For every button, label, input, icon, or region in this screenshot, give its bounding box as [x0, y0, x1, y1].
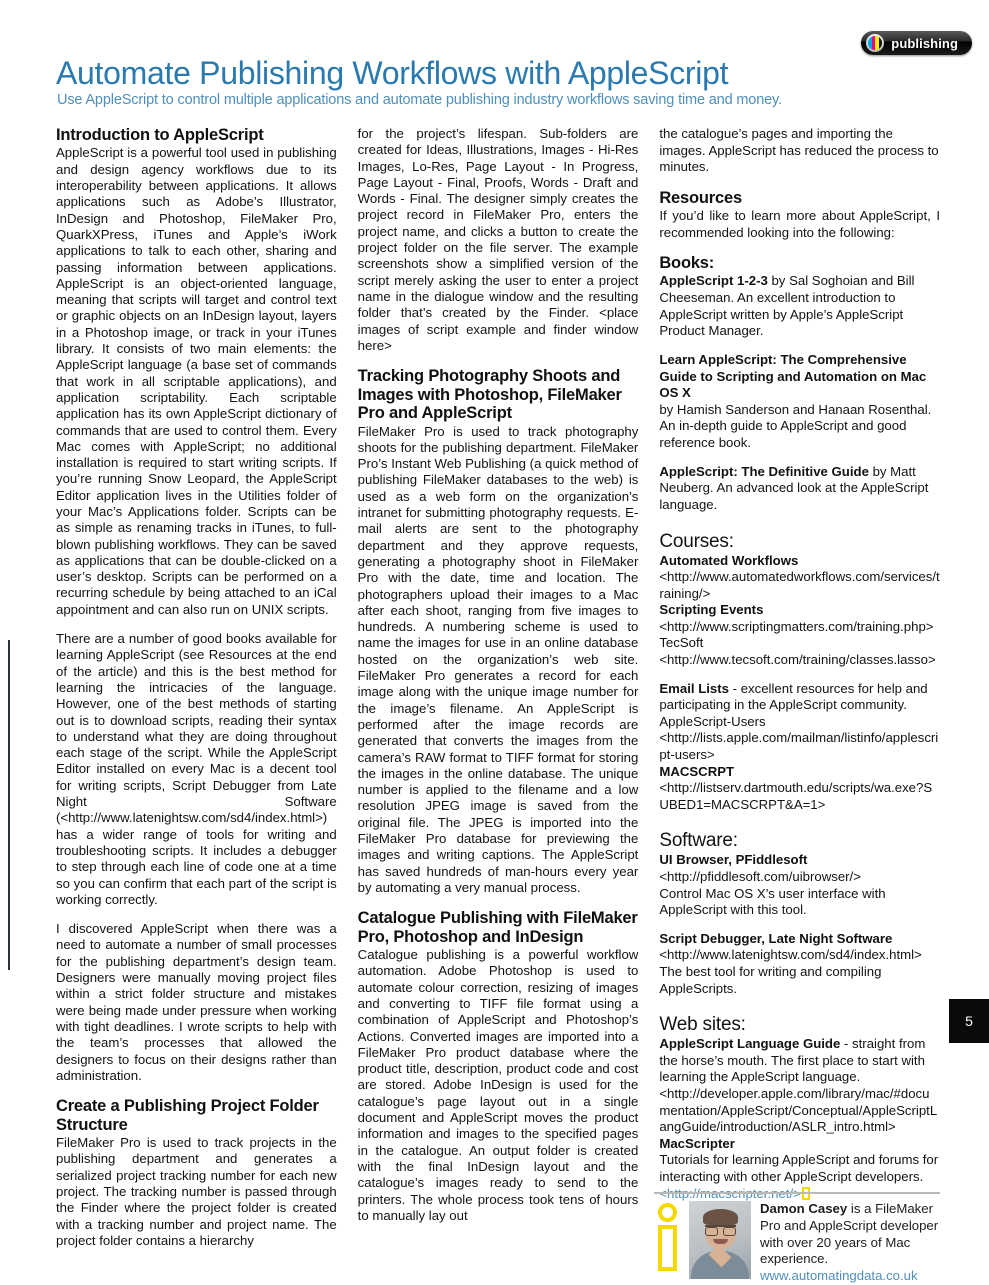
heading-websites: Web sites: [659, 1014, 746, 1036]
paragraph-lifespan: for the project’s lifespan. Sub-folders are created for Ideas, Illustrations, Images - Hi-Res Images, Lo-Res, Page Layout - In Progress, Page Layout - Final, Proofs, Words - Draft and Words - Final. The designer simply creates the project record in FileMaker Pro, enters the project name, and clicks a button to create the project folder on the file server. The example screenshots show a simplified version of the script merely asking the user to enter a project name in the dialogue window and the resulting folder that’s created by the Finder. <place images of script example and finder window here> [357, 126, 639, 353]
course-2-url[interactable]: <http://www.scriptingmatters.com/training.php> [659, 618, 934, 634]
heading-resources: Resources [659, 188, 742, 207]
paragraph-photography: FileMaker Pro is used to track photography shoots for the publishing department. FileMaker Pro’s Instant Web Publishing (a quick method of publishing FileMaker databases to the web) is used as a web form on the organization’s intranet for submitting photography requests. E-mail alerts are sent to the photography department and they approve requests, generating a photography shoot in FileMaker Pro with the date, time and location. The photographers upload their images to a Mac after each shoot, ranging from five images to hundreds. A numbering scheme is used to name the images for use in an online database hosted on the organization’s web site. FileMaker Pro generates a record for each image along with the unique image number for the image’s filename. An AppleScript is performed after the image records are generated that converts the images from the camera’s RAW format to TIFF format for storing the images in the online database. The unique number is applied to the filename and a low resolution JPEG image is saved from the original file. The JPEG is imported into the FileMaker Pro database for previewing the images and writing captions. The AppleScript has saved hundreds of man-hours every year by automating a very manual process. [357, 423, 639, 895]
website-2-name: MacScripter [659, 1135, 735, 1151]
paragraph-intro-3: I discovered AppleScript when there was a need to automate a number of small processes for the publishing department’s design team. Designers were manually moving project files within a strict folder structure and mistakes were being made under pressure when working with tight deadlines. I wrote scripts to help with the team’s processes that allowed the designers to focus on their designs rather than administration. [56, 921, 337, 1083]
list-1-url[interactable]: <http://lists.apple.com/mailman/listinfo/applescript-users> [659, 730, 939, 763]
book-1-title: AppleScript 1-2-3 [659, 273, 768, 289]
column-1 [56, 126, 337, 1249]
paragraph-resources-intro: If you’d like to learn more about AppleScript, I recommended looking into the following: [659, 208, 941, 240]
website-1-entry [659, 1036, 940, 1086]
author-avatar [689, 1201, 751, 1279]
cmyk-disc-icon [866, 34, 884, 52]
software-2-url[interactable]: <http://www.latenightsw.com/sd4/index.html> [659, 947, 922, 963]
book-1-description: by Sal Soghoian and Bill Cheeseman. An excellent introduction to AppleScript written by Apple’s AppleScript Product Manager. [659, 273, 915, 339]
author-website-link[interactable]: www.automatingdata.co.uk [760, 1268, 918, 1284]
website-1-url[interactable]: <http://developer.apple.com/library/mac/#documentation/AppleScript/Conceptual/AppleScriptLangGuide/introduction/ASLR_intro.html> [659, 1086, 938, 1135]
page-edge-line [8, 640, 10, 970]
book-2-description: by Hamish Sanderson and Hanaan Rosenthal. An in-depth guide to AppleScript and good reference book. [659, 401, 932, 451]
course-1-url[interactable]: <http://www.automatedworkflows.com/services/training/> [659, 569, 940, 601]
heading-create-folder-structure: Create a Publishing Project Folder Structure [56, 1097, 319, 1134]
book-3-description: by Matt Neuberg. An advanced look at the AppleScript language. [659, 463, 929, 512]
heading-software: Software: [659, 830, 738, 852]
book-entry-2 [659, 352, 940, 452]
book-entry-3 [659, 464, 940, 514]
software-1-description: Control Mac OS X’s user interface with AppleScript with this tool. [659, 885, 886, 918]
book-3-title: AppleScript: The Definitive Guide [659, 463, 869, 479]
paragraph-catalogue: Catalogue publishing is a powerful workflow automation. Adobe Photoshop is used to automate colour correction, resizing of images and converting to TIFF file format using a combination of AppleScript and Photoshop’s Actions. Converted images are imported into a FileMaker Pro product database where the product title, description, product code and cost are stored. Adobe InDesign is used for the catalogue’s page layout out in a single document and AppleScript moves the product information and images to the specified pages in the catalogue. An output folder is created with the final InDesign layout and the catalogue’s images ready to send to the printers. The whole process took tens of hours to manually lay out [357, 947, 639, 1223]
book-entry-1 [659, 273, 940, 340]
paragraph-folder-structure: FileMaker Pro is used to track projects in the publishing department and generates a serialized project tracking number for each new project. The tracking number is passed through the Finder where the project folder is created with a tracking number and project name. The project folder contains a hierarchy [56, 1135, 337, 1248]
website-1-description: - straight from the horse’s mouth. The first place to start with learning the AppleScript language. [659, 1036, 926, 1085]
heading-tracking-photography: Tracking Photography Shoots and Images with Photoshop, FileMaker Pro and AppleScript [357, 367, 622, 423]
page-number-badge: 5 [949, 999, 989, 1043]
page-title: Automate Publishing Workflows with AppleScript [56, 55, 729, 91]
list-2-url[interactable]: <http://listserv.dartmouth.edu/scripts/wa.exe?SUBED1=MACSCRPT&A=1> [659, 780, 933, 812]
info-logo-icon [654, 1201, 680, 1271]
article-columns [56, 126, 940, 1249]
heading-introduction: Introduction to AppleScript [56, 126, 264, 144]
software-1-name: UI Browser, PFiddlesoft [659, 852, 808, 868]
paragraph-intro-2: There are a number of good books available for learning AppleScript (see Resources at the end of the article) and this is the best method for learning the intricacies of the language. However, one of the best methods of starting out is to download scripts, reading their syntax to understand what they are doing throughout each stage of the script. While the AppleScript Editor installed on every Mac is a decent tool for writing scripts, Script Debugger from Late Night Software (<http://www.latenightsw.com/sd4/index.html>) has a wider range of tools for writing and troubleshooting scripts. It includes a debugger to step through each line of code one at a time so you can confirm that each part of the script is working correctly. [56, 631, 337, 907]
page-subtitle: Use AppleScript to control multiple applications and automate publishing industry workflows saving time and money. [57, 92, 782, 108]
heading-courses: Courses: [659, 530, 734, 552]
email-lists-title: Email Lists [659, 680, 729, 696]
list-1-name: AppleScript-Users [659, 713, 766, 729]
paragraph-catalogue-continued: the catalogue’s pages and importing the images. AppleScript has reduced the process to minutes. [659, 126, 939, 175]
column-2 [358, 126, 639, 1249]
course-2-name: Scripting Events [659, 602, 764, 618]
email-lists-entry [659, 681, 940, 714]
heading-books: Books: [659, 253, 715, 272]
website-2-description: Tutorials for learning AppleScript and forums for interacting with other AppleScript developers. [659, 1152, 939, 1185]
column-3 [659, 126, 940, 1249]
software-2-description: The best tool for writing and compiling AppleScripts. [659, 963, 882, 996]
course-3-name: TecSoft [659, 635, 704, 651]
software-2-name: Script Debugger, Late Night Software [659, 930, 893, 946]
author-bio [654, 1192, 940, 1285]
course-1-name: Automated Workflows [659, 552, 799, 568]
paragraph-intro-1: AppleScript is a powerful tool used in publishing and design agency workflows due to its interoperability between applications. It allows applications such as Adobe’s Illustrator, InDesign and Photoshop, FileMaker Pro, QuarkXPress, iTunes and Apple’s iWork applications to talk to each other, sharing and passing information between applications. AppleScript is an object-oriented language, meaning that scripts will target and control text or graphic objects on an InDesign layout, layers in a Photoshop image, or track in your iTunes library. It consists of two main elements: the AppleScript language (a base set of commands that work in all scriptable applications), and application scriptability. Each scriptable application has its own AppleScript dictionary of commands that are used to control them. Every Mac comes with AppleScript; no additional installation is required to start writing scripts. If you’re running Snow Leopard, the AppleScript Editor application lives in the Utilities folder of your Mac’s Applications folder. Scripts can be as simple as renaming tracks in iTunes, to full-blown publishing workflows. They can be saved as applications that can be double-clicked on a user’s desktop. Scripts can be performed on a recurring schedule by being attached to an iCal appointment and can also run on UNIX scripts. [56, 145, 337, 617]
software-1-url[interactable]: <http://pfiddlesoft.com/uibrowser/> [659, 868, 861, 884]
author-bio-text [760, 1201, 940, 1285]
course-3-url[interactable]: <http://www.tecsoft.com/training/classes.lasso> [659, 651, 936, 667]
logo-label: publishing [891, 35, 958, 51]
book-2-title: Learn AppleScript: The Comprehensive Guide to Scripting and Automation on Mac OS X [659, 351, 927, 401]
list-2-name: MACSCRPT [659, 763, 735, 779]
heading-catalogue-publishing: Catalogue Publishing with FileMaker Pro, Photoshop and InDesign [357, 909, 638, 946]
author-name: Damon Casey [760, 1201, 848, 1216]
website-1-name: AppleScript Language Guide [659, 1036, 841, 1052]
email-lists-description: - excellent resources for help and participating in the AppleScript community. [659, 680, 928, 713]
author-description: is a FileMaker Pro and AppleScript developer with over 20 years of Mac experience. [760, 1201, 939, 1267]
bio-divider [654, 1192, 940, 1194]
publishing-logo-badge [861, 31, 972, 55]
